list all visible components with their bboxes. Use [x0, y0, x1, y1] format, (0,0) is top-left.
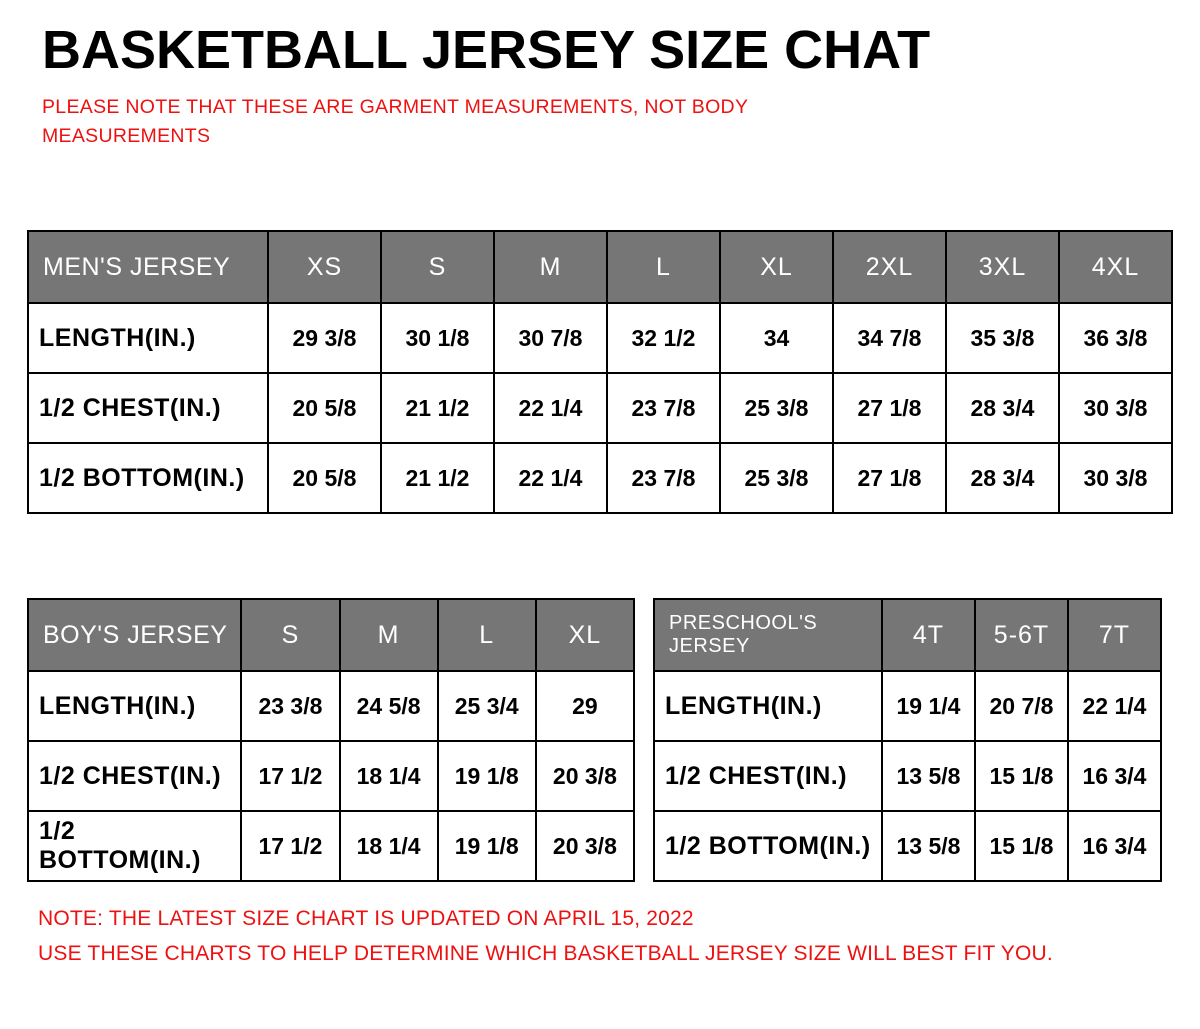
cell-chest-2xl: 27 1/8 [833, 373, 946, 443]
cell-bottom-s: 21 1/2 [381, 443, 494, 513]
header-cell-xl: XL [720, 231, 833, 303]
table-row [654, 811, 1161, 881]
header-cell-label: MEN'S JERSEY [28, 231, 268, 303]
cell-length-m: 24 5/8 [340, 671, 438, 741]
header-cell-s: S [241, 599, 339, 671]
table-row [28, 373, 1172, 443]
cell-chest-m: 18 1/4 [340, 741, 438, 811]
header-cell-7t: 7T [1068, 599, 1161, 671]
cell-bottom-m: 18 1/4 [340, 811, 438, 881]
cell-length-s: 30 1/8 [381, 303, 494, 373]
header-cell-3xl: 3XL [946, 231, 1059, 303]
row-label-chest: 1/2 CHEST(IN.) [28, 373, 268, 443]
cell-chest-l: 19 1/8 [438, 741, 536, 811]
cell-bottom-xs: 20 5/8 [268, 443, 381, 513]
cell-bottom-7t: 16 3/4 [1068, 811, 1161, 881]
cell-chest-s: 21 1/2 [381, 373, 494, 443]
row-label-bottom: 1/2 BOTTOM(IN.) [28, 811, 241, 881]
preschool-jersey-size-table [653, 598, 1162, 882]
cell-chest-xl: 25 3/8 [720, 373, 833, 443]
header-cell-label: BOY'S JERSEY [28, 599, 241, 671]
cell-chest-7t: 16 3/4 [1068, 741, 1161, 811]
cell-length-s: 23 3/8 [241, 671, 339, 741]
table-row [28, 811, 634, 881]
cell-length-3xl: 35 3/8 [946, 303, 1059, 373]
cell-bottom-l: 23 7/8 [607, 443, 720, 513]
size-chart-page [0, 22, 1200, 1029]
cell-length-m: 30 7/8 [494, 303, 607, 373]
table-row [28, 671, 634, 741]
cell-bottom-s: 17 1/2 [241, 811, 339, 881]
cell-bottom-xl: 25 3/8 [720, 443, 833, 513]
page-title: BASKETBALL JERSEY SIZE CHAT [42, 20, 931, 80]
cell-length-4xl: 36 3/8 [1059, 303, 1172, 373]
cell-bottom-xl: 20 3/8 [536, 811, 634, 881]
bottom-notes [38, 902, 1053, 971]
header-cell-m: M [494, 231, 607, 303]
header-cell-label: PRESCHOOL'S JERSEY [654, 599, 882, 671]
cell-chest-3xl: 28 3/4 [946, 373, 1059, 443]
row-label-chest: 1/2 CHEST(IN.) [654, 741, 882, 811]
cell-length-xs: 29 3/8 [268, 303, 381, 373]
row-label-length: LENGTH(IN.) [28, 671, 241, 741]
cell-length-xl: 34 [720, 303, 833, 373]
table-header-row [28, 231, 1172, 303]
header-cell-xs: XS [268, 231, 381, 303]
boys-jersey-size-table [27, 598, 635, 882]
table-header-row [28, 599, 634, 671]
bottom-note-usage: USE THESE CHARTS TO HELP DETERMINE WHICH BASKETBALL JERSEY SIZE WILL BEST FIT YOU. [38, 941, 1053, 965]
cell-bottom-m: 22 1/4 [494, 443, 607, 513]
row-label-chest: 1/2 CHEST(IN.) [28, 741, 241, 811]
cell-length-7t: 22 1/4 [1068, 671, 1161, 741]
header-cell-4t: 4T [882, 599, 975, 671]
cell-bottom-5-6t: 15 1/8 [975, 811, 1068, 881]
row-label-length: LENGTH(IN.) [654, 671, 882, 741]
header-cell-l: L [607, 231, 720, 303]
cell-length-xl: 29 [536, 671, 634, 741]
cell-length-5-6t: 20 7/8 [975, 671, 1068, 741]
row-label-bottom: 1/2 BOTTOM(IN.) [28, 443, 268, 513]
header-cell-l: L [438, 599, 536, 671]
cell-chest-4xl: 30 3/8 [1059, 373, 1172, 443]
cell-chest-5-6t: 15 1/8 [975, 741, 1068, 811]
mens-jersey-size-table [27, 230, 1173, 514]
cell-length-2xl: 34 7/8 [833, 303, 946, 373]
row-label-length: LENGTH(IN.) [28, 303, 268, 373]
cell-length-l: 32 1/2 [607, 303, 720, 373]
table-row [28, 443, 1172, 513]
table-row [654, 671, 1161, 741]
cell-chest-xs: 20 5/8 [268, 373, 381, 443]
table-row [654, 741, 1161, 811]
cell-chest-m: 22 1/4 [494, 373, 607, 443]
cell-chest-4t: 13 5/8 [882, 741, 975, 811]
header-cell-s: S [381, 231, 494, 303]
header-cell-m: M [340, 599, 438, 671]
cell-bottom-3xl: 28 3/4 [946, 443, 1059, 513]
cell-length-4t: 19 1/4 [882, 671, 975, 741]
table-row [28, 741, 634, 811]
header-cell-2xl: 2XL [833, 231, 946, 303]
cell-chest-l: 23 7/8 [607, 373, 720, 443]
bottom-note-update: NOTE: THE LATEST SIZE CHART IS UPDATED ON APRIL 15, 2022 [38, 907, 694, 930]
cell-bottom-l: 19 1/8 [438, 811, 536, 881]
table-header-row [654, 599, 1161, 671]
cell-chest-xl: 20 3/8 [536, 741, 634, 811]
cell-bottom-4t: 13 5/8 [882, 811, 975, 881]
row-label-bottom: 1/2 BOTTOM(IN.) [654, 811, 882, 881]
header-cell-xl: XL [536, 599, 634, 671]
table-row [28, 303, 1172, 373]
cell-length-l: 25 3/4 [438, 671, 536, 741]
cell-chest-s: 17 1/2 [241, 741, 339, 811]
top-note: PLEASE NOTE THAT THESE ARE GARMENT MEASUREMENTS, NOT BODY MEASUREMENTS [42, 95, 748, 147]
header-cell-5-6t: 5-6T [975, 599, 1068, 671]
cell-bottom-2xl: 27 1/8 [833, 443, 946, 513]
cell-bottom-4xl: 30 3/8 [1059, 443, 1172, 513]
header-cell-4xl: 4XL [1059, 231, 1172, 303]
